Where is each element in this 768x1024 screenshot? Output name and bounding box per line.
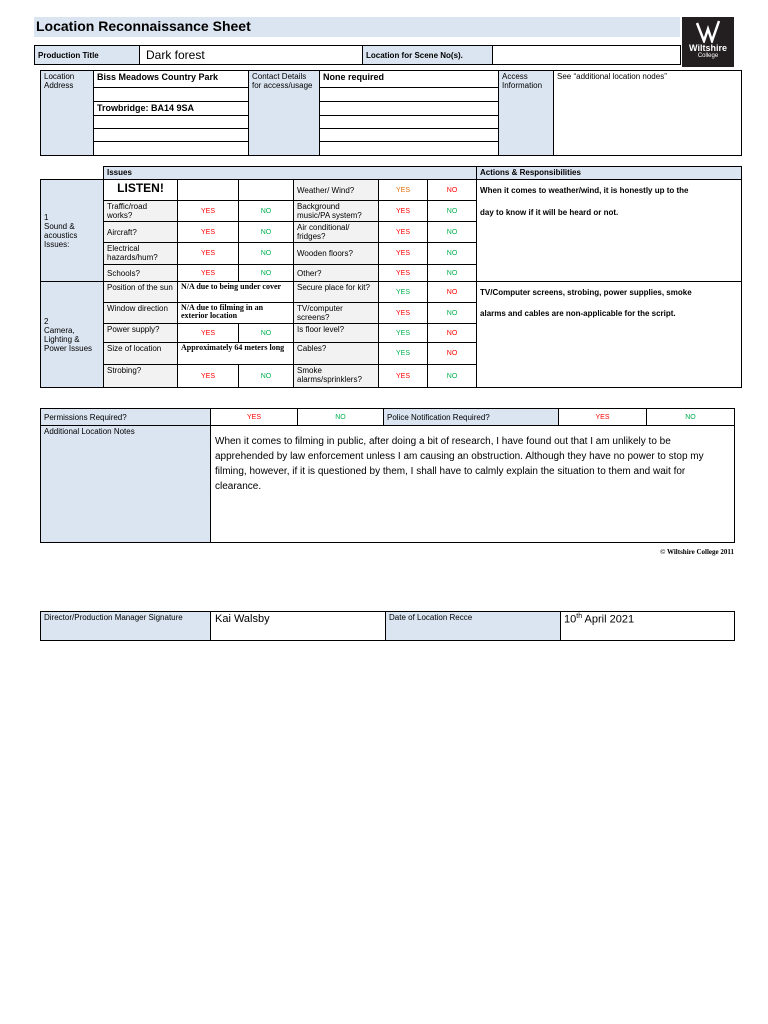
notes-label: Additional Location Notes <box>41 426 211 543</box>
size-label: Size of location <box>104 343 178 365</box>
copyright: © Wiltshire College 2011 <box>660 548 734 556</box>
sound-actions <box>477 180 742 282</box>
floor-level-yes[interactable]: YES <box>379 324 428 343</box>
electrical-yes[interactable]: YES <box>178 243 239 265</box>
recce-date-label: Date of Location Recce <box>386 612 561 641</box>
power-supply-label: Power supply? <box>104 324 178 343</box>
traffic-label: Traffic/road works? <box>104 201 178 222</box>
signature-label: Director/Production Manager Signature <box>41 612 211 641</box>
recce-date-day: 10 <box>564 613 577 626</box>
contact-blank-cell <box>320 88 499 102</box>
aircraft-label: Aircraft? <box>104 222 178 243</box>
traffic-yes[interactable]: YES <box>178 201 239 222</box>
contact-blank-cell <box>320 129 499 142</box>
camera-issues-label: 2 Camera, Lighting & Power Issues <box>41 282 104 388</box>
background-music-no[interactable]: NO <box>428 201 477 222</box>
air-conditioning-yes[interactable]: YES <box>379 222 428 243</box>
secure-kit-label: Secure place for kit? <box>294 282 379 303</box>
secure-kit-yes[interactable]: YES <box>379 282 428 303</box>
weather-no[interactable]: NO <box>428 180 477 201</box>
access-info-label: Access Information <box>499 71 554 156</box>
tv-screens-yes[interactable]: YES <box>379 303 428 324</box>
contact-blank-cell <box>320 142 499 156</box>
wooden-floors-label: Wooden floors? <box>294 243 379 265</box>
page-title: Location Reconnaissance Sheet <box>36 18 251 34</box>
recce-date-value <box>561 612 735 641</box>
permissions-label: Permissions Required? <box>41 409 211 426</box>
other-label: Other? <box>294 265 379 282</box>
sun-label: Position of the sun <box>104 282 178 303</box>
power-supply-no[interactable]: NO <box>239 324 294 343</box>
signature-table <box>40 611 735 641</box>
blank-cell <box>178 180 239 201</box>
permissions-table <box>40 408 735 543</box>
issues-table <box>40 166 742 388</box>
camera-action-line2: alarms and cables are non-applicable for the script. <box>480 309 676 318</box>
tv-screens-no[interactable]: NO <box>428 303 477 324</box>
sound-action-line1: When it comes to weather/wind, it is honestly up to the <box>480 186 689 195</box>
production-table <box>34 45 681 65</box>
listen-cell: LISTEN! <box>104 180 178 201</box>
weather-yes[interactable]: YES <box>379 180 428 201</box>
traffic-no[interactable]: NO <box>239 201 294 222</box>
secure-kit-no[interactable]: NO <box>428 282 477 303</box>
address-blank-cell <box>94 142 249 156</box>
address-blank-cell <box>94 88 249 102</box>
college-logo <box>682 17 734 67</box>
recce-date-rest: April 2021 <box>582 613 635 626</box>
scene-value <box>493 46 681 65</box>
cables-label: Cables? <box>294 343 379 365</box>
cables-yes[interactable]: YES <box>379 343 428 365</box>
wooden-floors-yes[interactable]: YES <box>379 243 428 265</box>
smoke-alarms-no[interactable]: NO <box>428 365 477 388</box>
address-blank-cell <box>94 116 249 129</box>
camera-action-line1: TV/Computer screens, strobing, power supplies, smoke <box>480 288 692 297</box>
strobing-no[interactable]: NO <box>239 365 294 388</box>
address-line1: Biss Meadows Country Park <box>94 71 249 88</box>
other-no[interactable]: NO <box>428 265 477 282</box>
logo-mark-icon <box>694 19 722 43</box>
floor-level-label: Is floor level? <box>294 324 379 343</box>
floor-level-no[interactable]: NO <box>428 324 477 343</box>
weather-label: Weather/ Wind? <box>294 180 379 201</box>
smoke-alarms-label: Smoke alarms/sprinklers? <box>294 365 379 388</box>
signature-value: Kai Walsby <box>211 612 386 641</box>
contact-blank-cell <box>320 102 499 116</box>
notes-text: When it comes to filming in public, after doing a bit of research, I have found out that I am unlikely to be apprehended by law enforcement unless I am causing an obstruction. Although they have no power to stop my filming, however, if it is questioned by them, I shall have to calmly explain the situation to them and wait for clearance. <box>211 426 735 543</box>
production-title-label: Production Title <box>35 46 140 65</box>
strobing-yes[interactable]: YES <box>178 365 239 388</box>
address-line2: Trowbridge: BA14 9SA <box>94 102 249 116</box>
tv-screens-label: TV/computer screens? <box>294 303 379 324</box>
address-blank-cell <box>94 129 249 142</box>
camera-actions <box>477 282 742 388</box>
background-music-label: Background music/PA system? <box>294 201 379 222</box>
scene-label: Location for Scene No(s). <box>363 46 493 65</box>
power-supply-yes[interactable]: YES <box>178 324 239 343</box>
schools-label: Schools? <box>104 265 178 282</box>
schools-no[interactable]: NO <box>239 265 294 282</box>
actions-header: Actions & Responsibilities <box>477 167 742 180</box>
logo-name: Wiltshire <box>689 43 727 53</box>
sound-issues-label: 1 Sound & acoustics Issues: <box>41 180 104 282</box>
contact-details-label: Contact Details for access/usage <box>249 71 320 156</box>
issues-header: Issues <box>104 167 477 180</box>
police-no[interactable]: NO <box>647 409 735 426</box>
window-label: Window direction <box>104 303 178 324</box>
other-yes[interactable]: YES <box>379 265 428 282</box>
police-notification-label: Police Notification Required? <box>384 409 559 426</box>
sound-action-line2: day to know if it will be heard or not. <box>480 208 619 217</box>
location-address-label: Location Address <box>41 71 94 156</box>
strobing-label: Strobing? <box>104 365 178 388</box>
electrical-label: Electrical hazards/hum? <box>104 243 178 265</box>
aircraft-no[interactable]: NO <box>239 222 294 243</box>
aircraft-yes[interactable]: YES <box>178 222 239 243</box>
smoke-alarms-yes[interactable]: YES <box>379 365 428 388</box>
sun-value: N/A due to being under cover <box>178 282 294 303</box>
access-info-value: See “additional location nodes” <box>554 71 742 156</box>
wooden-floors-no[interactable]: NO <box>428 243 477 265</box>
blank-cell <box>239 180 294 201</box>
recce-date-suffix: th <box>576 613 583 620</box>
size-value: Approximately 64 meters long <box>178 343 294 365</box>
production-title-value: Dark forest <box>140 46 363 65</box>
permissions-no[interactable]: NO <box>298 409 384 426</box>
air-conditioning-no[interactable]: NO <box>428 222 477 243</box>
contact-value: None required <box>320 71 499 88</box>
police-yes[interactable]: YES <box>559 409 647 426</box>
window-value: N/A due to filming in an exterior location <box>178 303 294 324</box>
contact-blank-cell <box>320 116 499 129</box>
permissions-yes[interactable]: YES <box>211 409 298 426</box>
cables-no[interactable]: NO <box>428 343 477 365</box>
address-table <box>40 70 742 156</box>
logo-sub: College <box>697 53 719 59</box>
schools-yes[interactable]: YES <box>178 265 239 282</box>
background-music-yes[interactable]: YES <box>379 201 428 222</box>
electrical-no[interactable]: NO <box>239 243 294 265</box>
air-conditioning-label: Air conditional/ fridges? <box>294 222 379 243</box>
